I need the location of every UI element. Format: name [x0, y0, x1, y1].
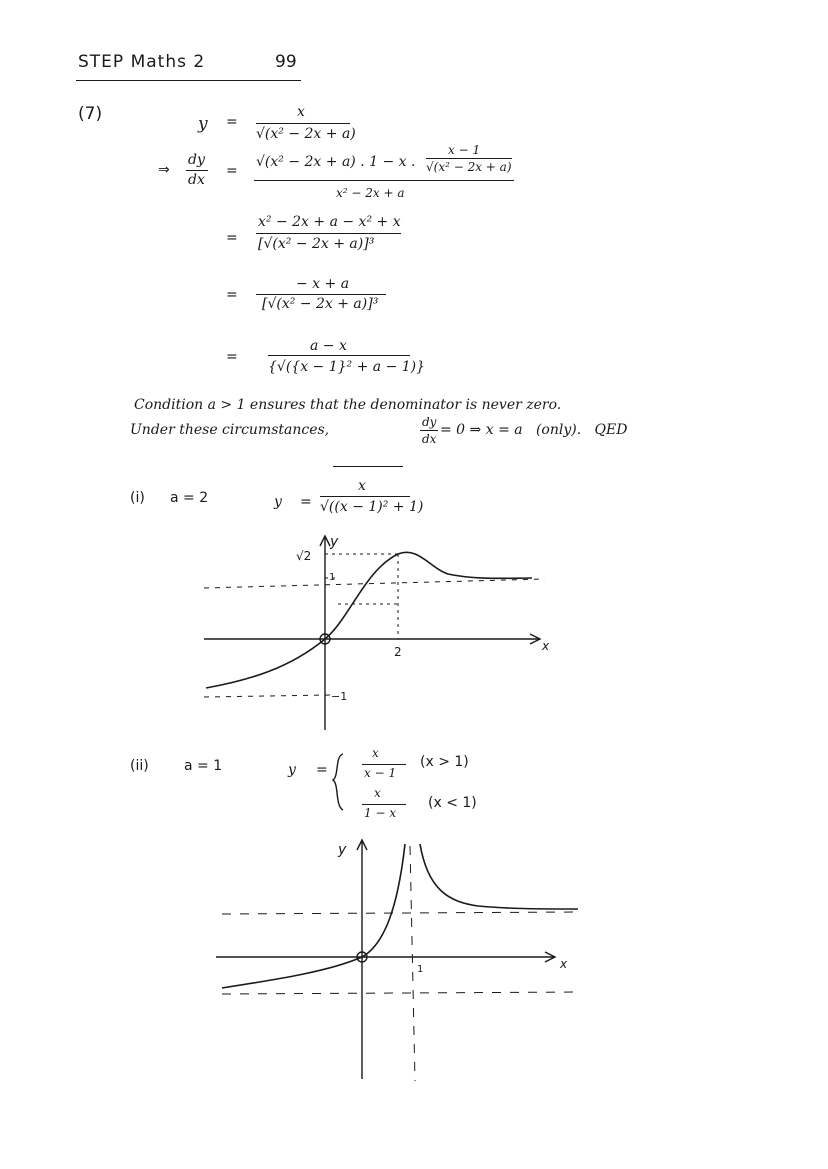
- eq1-equals: =: [226, 114, 238, 130]
- eq2-equals: =: [226, 163, 238, 179]
- graph-i: [190, 530, 560, 740]
- eq2-inner-denominator: √(x² − 2x + a): [426, 160, 512, 174]
- part-i-equals: =: [300, 494, 312, 510]
- graph-ii-y-label: y: [338, 842, 347, 858]
- case1-fraction-bar: [362, 764, 406, 765]
- eq2-denominator: x² − 2x + a: [336, 186, 405, 200]
- eq5-denominator: {√({x − 1}² + a − 1)}: [268, 359, 426, 375]
- eq5-fraction-bar: [268, 355, 410, 356]
- part-i-denominator: √((x − 1)² + 1): [320, 499, 424, 515]
- dydx-denominator: dx: [188, 172, 205, 188]
- header-underline: [76, 80, 301, 81]
- graph-i-tick-two: 2: [394, 645, 402, 659]
- eq1-fraction-bar: [256, 123, 350, 124]
- part-i-fraction-bar: [320, 496, 410, 497]
- case2-denominator: 1 − x: [364, 806, 397, 820]
- part-i-label: (i): [130, 490, 145, 506]
- eq4-numerator: − x + a: [296, 276, 350, 292]
- qed-text: = 0 ⇒ x = a (only). QED: [440, 422, 628, 438]
- circumstances-text: Under these circumstances,: [130, 422, 330, 438]
- dydx-bar: [186, 170, 208, 171]
- graph-ii-asymptote-upper: [222, 912, 578, 914]
- page-year: 99: [275, 52, 297, 72]
- eq1-lhs: y: [198, 114, 208, 134]
- graph-ii-tick-one: 1: [417, 964, 424, 975]
- part-i-y: y: [274, 494, 282, 510]
- graph-i-asymptote-lower: [204, 695, 330, 697]
- question-number: (7): [78, 104, 103, 124]
- part-ii-label: (ii): [130, 758, 149, 774]
- part-ii-equals: =: [316, 762, 328, 778]
- eq1-denominator: √(x² − 2x + a): [256, 126, 356, 142]
- eq4-equals: =: [226, 287, 238, 303]
- eq3-fraction-bar: [256, 233, 401, 234]
- eq4-denominator: [√(x² − 2x + a)]³: [262, 296, 379, 312]
- graph-i-curve: [206, 552, 532, 688]
- graph-ii-asymptote-lower: [222, 992, 580, 994]
- dydx-small-numerator: dy: [422, 415, 437, 429]
- graph-ii: [210, 836, 590, 1086]
- graph-i-asymptote-upper: [204, 579, 545, 588]
- eq2-inner-bar: [426, 158, 512, 159]
- part-i-a-value: a = 2: [170, 490, 209, 506]
- section-divider: [333, 466, 403, 467]
- eq1-numerator: x: [297, 104, 305, 120]
- graph-ii-curve-left: [222, 844, 405, 988]
- graph-i-x-label: x: [542, 639, 550, 653]
- case2-numerator: x: [374, 786, 381, 800]
- implies-symbol: ⇒: [158, 162, 170, 178]
- part-ii-a-value: a = 1: [184, 758, 223, 774]
- eq5-equals: =: [226, 349, 238, 365]
- condition-text: Condition a > 1 ensures that the denominator is never zero.: [134, 397, 562, 413]
- case1-numerator: x: [372, 746, 379, 760]
- piecewise-brace: [330, 752, 346, 812]
- eq5-numerator: a − x: [310, 338, 347, 354]
- dydx-small-denominator: dx: [422, 432, 437, 446]
- graph-i-tick-sqrt2: √2: [296, 549, 312, 563]
- graph-i-tick-one: 1: [329, 572, 336, 583]
- eq2-inner-numerator: x − 1: [448, 143, 481, 157]
- case2-fraction-bar: [362, 804, 406, 805]
- graph-ii-x-label: x: [560, 957, 568, 971]
- eq2-fraction-bar: [254, 180, 514, 181]
- case1-denominator: x − 1: [364, 766, 397, 780]
- eq4-fraction-bar: [256, 294, 386, 295]
- page-title: STEP Maths 2: [78, 52, 206, 72]
- case1-condition: (x > 1): [420, 754, 469, 770]
- eq3-numerator: x² − 2x + a − x² + x: [258, 214, 401, 230]
- dydx-numerator: dy: [188, 152, 205, 168]
- graph-ii-curve-right: [420, 844, 578, 909]
- part-ii-y: y: [288, 762, 296, 778]
- eq3-denominator: [√(x² − 2x + a)]³: [258, 236, 375, 252]
- graph-i-y-label: y: [330, 534, 339, 550]
- eq2-numerator: √(x² − 2x + a) . 1 − x .: [256, 154, 416, 170]
- graph-ii-asymptote-vertical: [410, 846, 415, 1081]
- dydx-small-bar: [420, 430, 438, 431]
- case2-condition: (x < 1): [428, 795, 477, 811]
- graph-i-tick-minus-one: −1: [331, 690, 348, 703]
- part-i-numerator: x: [358, 478, 366, 494]
- eq3-equals: =: [226, 230, 238, 246]
